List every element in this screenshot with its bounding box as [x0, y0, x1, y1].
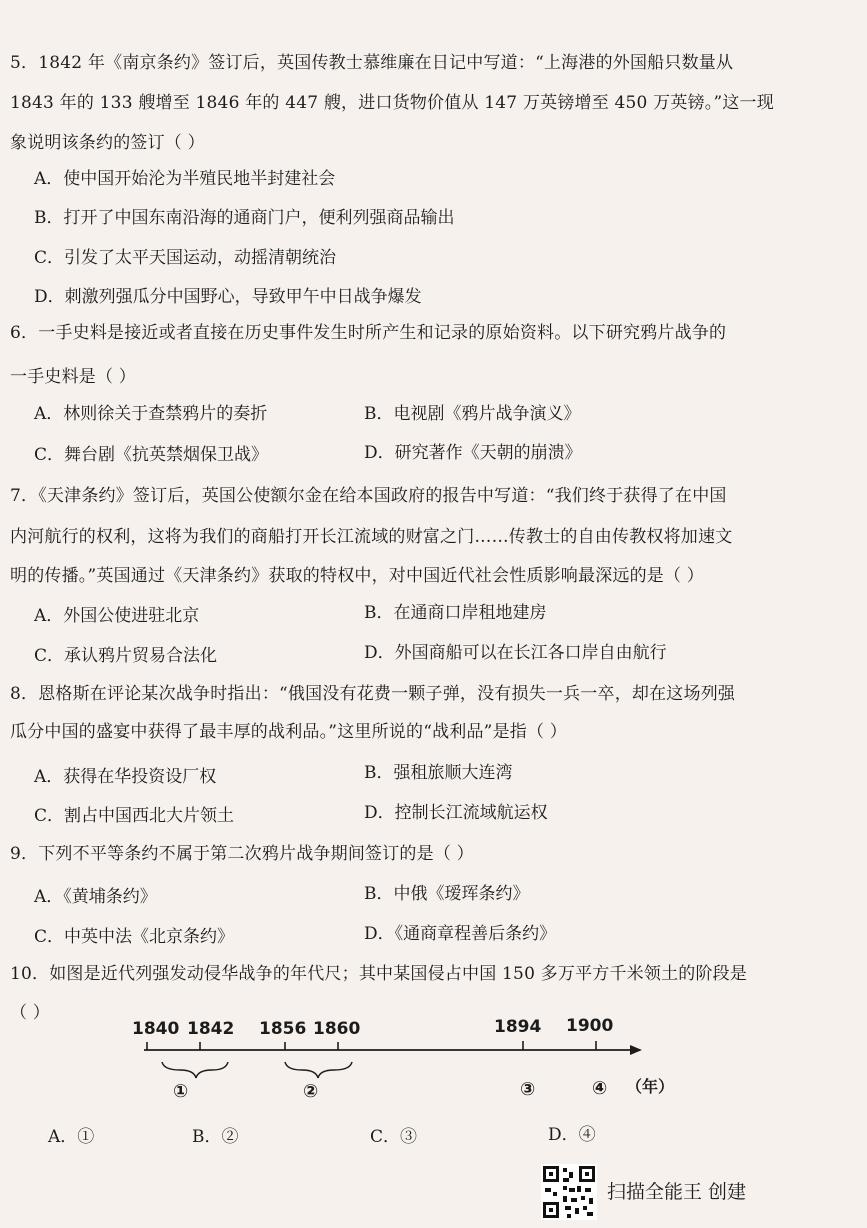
q8-option-d: D．控制长江流域航运权 — [364, 803, 548, 823]
q7-option-c: C．承认鸦片贸易合法化 — [34, 646, 218, 666]
timeline-mark-1: ① — [173, 1081, 189, 1102]
q9-option-b: B．中俄《瑷珲条约》 — [364, 884, 530, 904]
q9-stem-line-1: 9．下列不平等条约不属于第二次鸦片战争期间签订的是（ ） — [10, 844, 474, 864]
q6-stem-line-2: 一手史料是（ ） — [10, 367, 137, 387]
q10-option-d: D．④ — [548, 1125, 596, 1145]
q10-option-a: A．① — [48, 1127, 95, 1147]
q9-option-a: A．《黄埔条约》 — [34, 887, 157, 907]
timeline-diagram — [130, 1010, 690, 1105]
q5-option-d: D．刺激列强瓜分中国野心，导致甲午中日战争爆发 — [34, 287, 422, 307]
q7-stem-line-3: 明的传播。”英国通过《天津条约》获取的特权中，对中国近代社会性质影响最深远的是（ ） — [10, 566, 704, 586]
timeline-brace-2 — [285, 1062, 352, 1078]
timeline-year-1860: 1860 — [313, 1019, 361, 1039]
q8-option-b: B．强租旅顺大连湾 — [364, 763, 513, 783]
q6-option-c: C．舞台剧《抗英禁烟保卫战》 — [34, 445, 269, 465]
timeline-brace-1 — [162, 1062, 228, 1078]
q8-option-c: C．割占中国西北大片领土 — [34, 806, 235, 826]
q10-option-c: C．③ — [370, 1127, 418, 1147]
q8-option-a: A．获得在华投资设厂权 — [34, 767, 217, 787]
timeline-mark-3: ③ — [520, 1079, 536, 1100]
q5-stem-line-1: 5．1842 年《南京条约》签订后，英国传教士慕维廉在日记中写道：“上海港的外国船只数量从 — [10, 53, 734, 73]
timeline-year-1900: 1900 — [566, 1016, 614, 1036]
q10-stem-line-2: （ ） — [10, 1003, 51, 1023]
q5-option-c: C．引发了太平天国运动，动摇清朝统治 — [34, 248, 337, 268]
q7-option-d: D．外国商船可以在长江各口岸自由航行 — [364, 643, 667, 663]
timeline-mark-4: ④ — [592, 1078, 608, 1099]
q8-stem-line-2: 瓜分中国的盛宴中获得了最丰厚的战利品。”这里所说的“战利品”是指（ ） — [10, 722, 567, 742]
q6-stem-line-1: 6．一手史料是接近或者直接在历史事件发生时所产生和记录的原始资料。以下研究鸦片战争的 — [10, 323, 727, 343]
q7-option-b: B．在通商口岸租地建房 — [364, 603, 547, 623]
q6-option-a: A．林则徐关于查禁鸦片的奏折 — [34, 404, 268, 424]
qr-code-icon — [541, 1164, 597, 1220]
q8-stem-line-1: 8．恩格斯在评论某次战争时指出：“俄国没有花费一颗子弹，没有损失一兵一卒，却在这场列强 — [10, 684, 736, 704]
timeline-unit-label: （年） — [626, 1077, 675, 1096]
q6-option-d: D．研究著作《天朝的崩溃》 — [364, 443, 582, 463]
timeline-year-1840: 1840 — [132, 1019, 180, 1039]
q7-stem-line-2: 内河航行的权利，这将为我们的商船打开长江流域的财富之门……传教士的自由传教权将加速文 — [10, 527, 733, 547]
timeline-year-1856: 1856 — [259, 1019, 307, 1039]
timeline-year-1894: 1894 — [494, 1017, 542, 1037]
q6-option-b: B．电视剧《鸦片战争演义》 — [364, 404, 581, 424]
timeline-arrow-icon — [630, 1045, 642, 1055]
q7-stem-line-1: 7．《天津条约》签订后，英国公使额尔金在给本国政府的报告中写道：“我们终于获得了在中国 — [10, 486, 727, 506]
q5-option-a: A．使中国开始沦为半殖民地半封建社会 — [34, 169, 336, 189]
q10-stem-line-1: 10．如图是近代列强发动侵华战争的年代尺；其中某国侵占中国 150 多万平方千米领土的阶段是 — [10, 964, 748, 984]
q5-stem-line-3: 象说明该条约的签订（ ） — [10, 133, 205, 153]
timeline-mark-2: ② — [303, 1081, 319, 1102]
q10-option-b: B．② — [192, 1127, 239, 1147]
q9-option-d: D．《通商章程善后条约》 — [364, 924, 557, 944]
timeline-year-1842: 1842 — [187, 1019, 235, 1039]
q5-stem-line-2: 1843 年的 133 艘增至 1846 年的 447 艘，进口货物价值从 147 万英镑增至 450 万英镑。”这一现 — [10, 93, 774, 113]
footer-watermark-text: 扫描全能王 创建 — [607, 1181, 747, 1203]
q5-option-b: B．打开了中国东南沿海的通商门户，便利列强商品输出 — [34, 208, 455, 228]
q9-option-c: C．中英中法《北京条约》 — [34, 927, 235, 947]
q7-option-a: A．外国公使进驻北京 — [34, 606, 200, 626]
